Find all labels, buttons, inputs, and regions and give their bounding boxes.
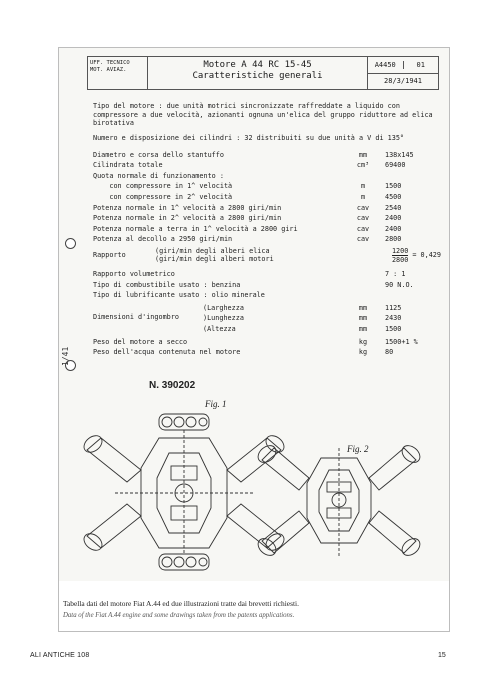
spec-value: 1500 [385, 325, 402, 334]
spec-row [203, 322, 441, 333]
spec-row [93, 159, 441, 170]
spec-label: Quota normale di funzionamento : [93, 171, 224, 180]
document-header [87, 56, 439, 90]
scanned-document [58, 47, 450, 583]
spec-label: Potenza normale a terra in 1^ velocità a 2800 giri [93, 224, 298, 233]
spec-value: 2800 [385, 235, 402, 244]
spec-label: )Lunghezza [203, 314, 244, 323]
figure-2-label: Fig. 2 [347, 444, 369, 454]
spec-unit: cav [356, 224, 370, 233]
ratio-line: (giri/min degli alberi elica [155, 247, 270, 256]
spec-unit: kg [358, 337, 368, 346]
engine-subtitle: Caratteristiche generali [192, 71, 323, 81]
caption-italian: Tabella dati del motore Fiat A.44 ed due illustrazioni tratte dai brevetti richiesti. [63, 599, 299, 608]
spec-row [203, 301, 441, 312]
spec-row [93, 267, 441, 278]
spec-label: Diametro e corsa dello stantuffo [93, 150, 224, 159]
spec-label: (Larghezza [203, 303, 244, 312]
office-line: UFF. TECNICO [90, 60, 130, 66]
spec-label: Peso del motore a secco [93, 337, 188, 346]
doc-date: 28/3/1941 [384, 77, 422, 86]
office-line: MOT. AVIAZ. [90, 67, 127, 73]
spec-value: 2400 [385, 214, 402, 223]
spec-unit: mm [358, 314, 368, 323]
spec-value: 1500 [385, 182, 402, 191]
ratio-value: = 0,429 [412, 251, 441, 260]
spec-value: 7 : 1 [385, 269, 406, 278]
cylinders-paragraph: Numero e disposizione dei cilindri : 32 distribuiti su due unità a V di 135° [93, 133, 404, 142]
ratio-label: Rapporto [93, 251, 126, 260]
spec-unit: mm [358, 150, 368, 159]
spec-unit: mm [358, 303, 368, 312]
spec-unit: m [360, 192, 366, 201]
spec-label: Tipo di combustibile usato : benzina [93, 280, 241, 289]
spec-value: 1500+1 % [385, 337, 418, 346]
engine-title: Motore A 44 RC 15-45 [203, 60, 312, 70]
spec-row [93, 335, 441, 346]
spec-value: 138x145 [385, 150, 414, 159]
footer-magazine: ALI ANTICHE 108 [30, 652, 90, 659]
spec-label: con compressore in 2^ velocità [93, 192, 233, 201]
spec-value: 80 [385, 348, 394, 357]
spec-row [93, 346, 441, 357]
spec-row [93, 201, 441, 212]
caption-box [58, 581, 450, 632]
ratio-denominator: 2800 [391, 255, 409, 264]
ratio-line: (giri/min degli alberi motori [155, 255, 274, 264]
spec-sheet [93, 102, 441, 356]
spec-row [93, 233, 441, 244]
spec-value: 2540 [385, 203, 402, 212]
caption-english: Data of the Fiat A.44 engine and some drawings taken from the patents applications. [63, 612, 295, 619]
spec-label: Potenza normale in 1^ velocità a 2800 giri/min [93, 203, 282, 212]
spec-label: Potenza normale in 2^ velocità a 2800 giri/min [93, 214, 282, 223]
dimensions-label: Dimensioni d'ingombro [93, 313, 179, 322]
spec-unit: cav [356, 214, 370, 223]
spec-label: Rapporto volumetrico [93, 269, 175, 278]
margin-number: 1/41 [61, 346, 70, 366]
spec-label: con compressore in 1^ velocità [93, 182, 233, 191]
dimensions-block [93, 299, 441, 335]
engine-type-paragraph: Tipo del motore : due unità motrici sincronizzate raffreddate a liquido con compressore a due velocità, azionanti ognuna un'elica del gruppo riduttore ad elica birotativa [93, 102, 437, 127]
spec-row [93, 289, 441, 300]
punch-hole [65, 238, 76, 249]
page-number: 15 [438, 652, 446, 659]
spec-label: Potenza al decollo a 2950 giri/min [93, 235, 233, 244]
spec-label: Tipo di lubrificante usato : olio minerale [93, 291, 265, 300]
spec-row [93, 148, 441, 159]
spec-value: 69400 [385, 161, 406, 170]
figure-1-label: Fig. 1 [205, 399, 227, 409]
figure-2-drawing [255, 442, 423, 559]
spec-value: 2400 [385, 224, 402, 233]
patent-number: N. 390202 [149, 380, 196, 391]
office-block [88, 57, 148, 89]
spec-unit: cav [356, 235, 370, 244]
doc-code: A4450 [374, 60, 396, 69]
spec-unit: kg [358, 348, 368, 357]
ratio-row [93, 243, 441, 267]
figure-1-drawing [81, 414, 287, 570]
spec-unit: cav [356, 203, 370, 212]
spec-label: Cilindrata totale [93, 161, 163, 170]
ratio-numerator: 1200 [391, 246, 409, 255]
spec-row [93, 212, 441, 223]
spec-unit: cm³ [356, 161, 370, 170]
title-block [148, 57, 368, 89]
spec-row [93, 222, 441, 233]
spec-row [93, 190, 441, 201]
spec-row [203, 312, 441, 323]
spec-row [93, 278, 441, 289]
code-block [368, 57, 438, 89]
spec-value: 4500 [385, 192, 402, 201]
ratio-fraction [392, 247, 408, 264]
spec-value: 2430 [385, 314, 402, 323]
patent-drawing [59, 378, 449, 578]
spec-row [93, 180, 441, 191]
sheet-number: 01 [403, 61, 439, 69]
spec-row [93, 169, 441, 180]
spec-unit: m [360, 182, 366, 191]
spec-label: (Altezza [203, 325, 236, 334]
spec-value: 1125 [385, 303, 402, 312]
spec-unit: mm [358, 325, 368, 334]
spec-value: 90 N.O. [385, 280, 414, 289]
spec-label: Peso dell'acqua contenuta nel motore [93, 348, 241, 357]
